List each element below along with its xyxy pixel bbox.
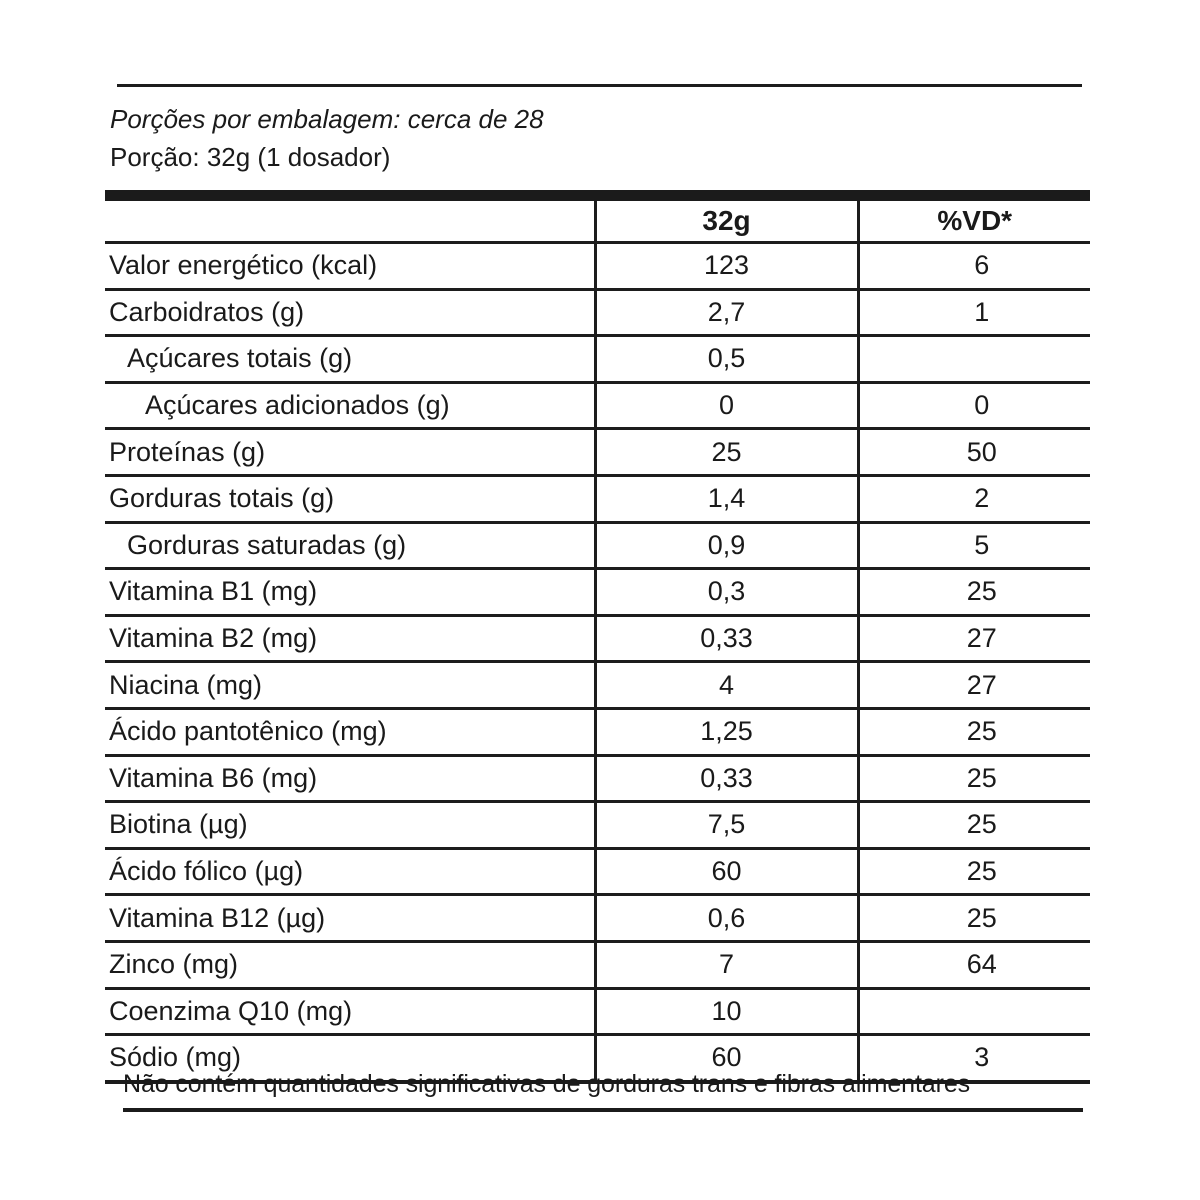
nutrient-name: Vitamina B12 (µg) bbox=[105, 895, 595, 942]
nutrient-name: Zinco (mg) bbox=[105, 941, 595, 988]
nutrient-name: Coenzima Q10 (mg) bbox=[105, 988, 595, 1035]
table-row bbox=[105, 615, 1090, 662]
nutrient-amount: 1,4 bbox=[595, 475, 858, 522]
nutrient-amount: 60 bbox=[595, 1035, 858, 1082]
nutrient-amount: 2,7 bbox=[595, 289, 858, 336]
table-row bbox=[105, 289, 1090, 336]
nutrient-daily-value bbox=[858, 336, 1090, 383]
nutrient-daily-value bbox=[858, 988, 1090, 1035]
nutrient-name: Carboidratos (g) bbox=[105, 289, 595, 336]
nutrient-name: Biotina (µg) bbox=[105, 802, 595, 849]
header-nutrient bbox=[105, 196, 595, 243]
nutrient-name: Ácido fólico (µg) bbox=[105, 848, 595, 895]
table-row bbox=[105, 708, 1090, 755]
nutrient-name: Gorduras totais (g) bbox=[105, 475, 595, 522]
table-row bbox=[105, 243, 1090, 290]
nutrient-daily-value: 25 bbox=[858, 895, 1090, 942]
table-row bbox=[105, 895, 1090, 942]
nutrient-daily-value: 25 bbox=[858, 848, 1090, 895]
table-row bbox=[105, 802, 1090, 849]
table-header-row bbox=[105, 196, 1090, 243]
nutrient-name: Proteínas (g) bbox=[105, 429, 595, 476]
nutrient-daily-value: 25 bbox=[858, 755, 1090, 802]
table-row bbox=[105, 382, 1090, 429]
header-amount: 32g bbox=[595, 196, 858, 243]
nutrient-name: Vitamina B2 (mg) bbox=[105, 615, 595, 662]
table-row bbox=[105, 336, 1090, 383]
nutrient-daily-value: 2 bbox=[858, 475, 1090, 522]
nutrient-amount: 7,5 bbox=[595, 802, 858, 849]
bottom-rule bbox=[123, 1108, 1083, 1112]
nutrient-daily-value: 27 bbox=[858, 615, 1090, 662]
table-row bbox=[105, 941, 1090, 988]
table-row bbox=[105, 429, 1090, 476]
nutrient-name: Açúcares totais (g) bbox=[105, 336, 595, 383]
nutrient-daily-value: 25 bbox=[858, 802, 1090, 849]
nutrient-daily-value: 27 bbox=[858, 662, 1090, 709]
nutrient-amount: 0,33 bbox=[595, 755, 858, 802]
nutrient-amount: 60 bbox=[595, 848, 858, 895]
nutrient-name: Niacina (mg) bbox=[105, 662, 595, 709]
table-row bbox=[105, 662, 1090, 709]
nutrient-name: Vitamina B6 (mg) bbox=[105, 755, 595, 802]
nutrient-daily-value: 0 bbox=[858, 382, 1090, 429]
table-row bbox=[105, 569, 1090, 616]
nutrient-daily-value: 5 bbox=[858, 522, 1090, 569]
nutrient-amount: 10 bbox=[595, 988, 858, 1035]
table-row bbox=[105, 848, 1090, 895]
nutrient-amount: 7 bbox=[595, 941, 858, 988]
table-row bbox=[105, 475, 1090, 522]
footnote: Não contém quantidades significativas de gorduras trans e fibras alimentares bbox=[123, 1070, 971, 1098]
nutrient-amount: 0,9 bbox=[595, 522, 858, 569]
nutrient-amount: 0,3 bbox=[595, 569, 858, 616]
nutrient-daily-value: 64 bbox=[858, 941, 1090, 988]
nutrient-daily-value: 50 bbox=[858, 429, 1090, 476]
nutrient-daily-value: 1 bbox=[858, 289, 1090, 336]
nutrient-amount: 123 bbox=[595, 243, 858, 290]
nutrition-label bbox=[105, 84, 1090, 1124]
servings-per-package: Porções por embalagem: cerca de 28 bbox=[110, 104, 544, 134]
nutrient-amount: 0,5 bbox=[595, 336, 858, 383]
table-row bbox=[105, 522, 1090, 569]
nutrient-amount: 1,25 bbox=[595, 708, 858, 755]
nutrient-daily-value: 6 bbox=[858, 243, 1090, 290]
nutrient-name: Açúcares adicionados (g) bbox=[105, 382, 595, 429]
nutrient-amount: 0 bbox=[595, 382, 858, 429]
nutrient-daily-value: 25 bbox=[858, 569, 1090, 616]
nutrient-amount: 25 bbox=[595, 429, 858, 476]
table-row bbox=[105, 755, 1090, 802]
table-row bbox=[105, 988, 1090, 1035]
nutrition-table bbox=[105, 190, 1090, 1084]
nutrient-amount: 4 bbox=[595, 662, 858, 709]
nutrient-name: Sódio (mg) bbox=[105, 1035, 595, 1082]
nutrient-name: Vitamina B1 (mg) bbox=[105, 569, 595, 616]
nutrient-name: Valor energético (kcal) bbox=[105, 243, 595, 290]
nutrient-daily-value: 3 bbox=[858, 1035, 1090, 1082]
nutrient-name: Ácido pantotênico (mg) bbox=[105, 708, 595, 755]
top-rule bbox=[117, 84, 1082, 87]
portion-size: Porção: 32g (1 dosador) bbox=[110, 142, 391, 172]
nutrient-amount: 0,6 bbox=[595, 895, 858, 942]
header-daily-value: %VD* bbox=[858, 196, 1090, 243]
nutrient-amount: 0,33 bbox=[595, 615, 858, 662]
nutrient-name: Gorduras saturadas (g) bbox=[105, 522, 595, 569]
nutrient-daily-value: 25 bbox=[858, 708, 1090, 755]
